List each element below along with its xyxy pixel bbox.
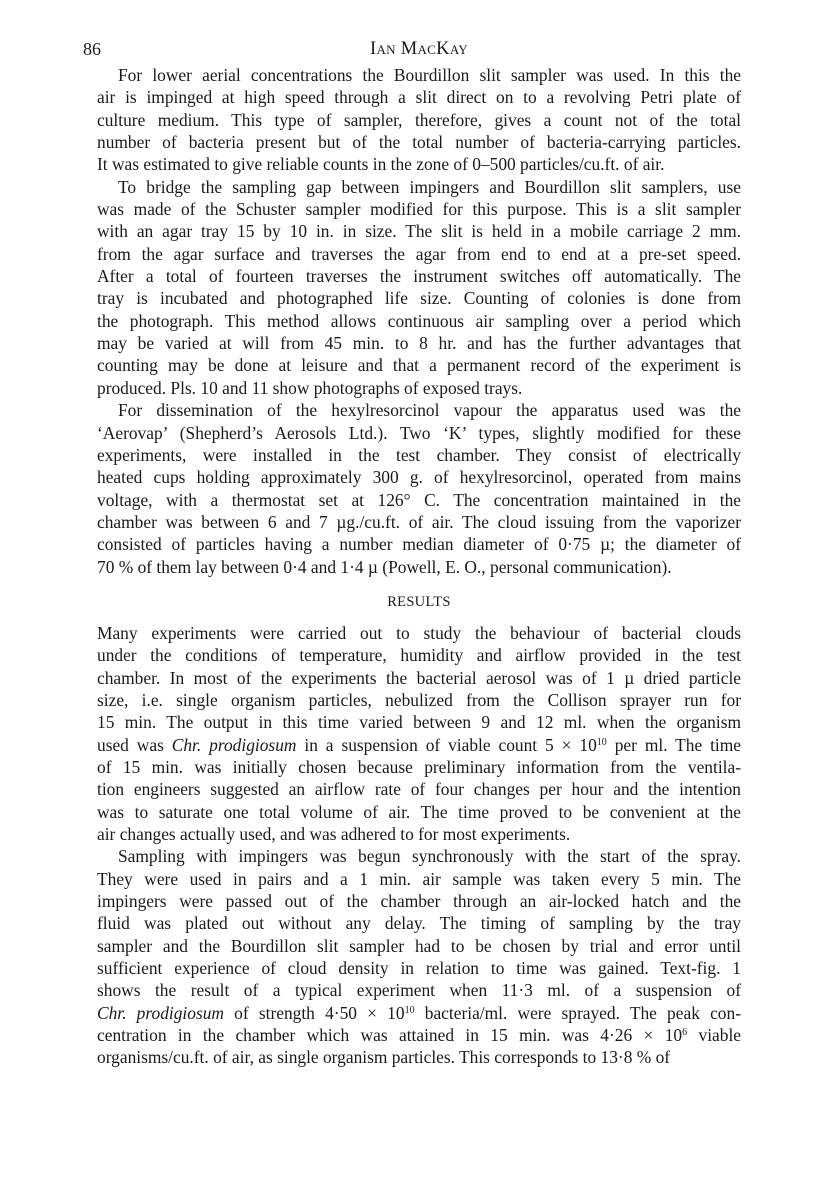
exponent: 6 — [682, 1027, 688, 1039]
running-head-author: Ian MacKay — [369, 39, 468, 59]
text-line: counting may be done at leisure and that a permanent record of the experiment is — [97, 355, 741, 376]
text-line: consisted of particles having a number median diameter of 0·75 µ; the diameter of — [97, 534, 741, 555]
text-line: fluid was plated out without any delay. The timing of sampling by the tray — [97, 913, 741, 934]
text-run: bacteria/ml. were sprayed. The peak con- — [414, 1002, 741, 1023]
text-line: ‘Aerovap’ (Shepherd’s Aerosols Ltd.). Two ‘K’ types, slightly modified for these — [97, 422, 741, 443]
text-run: per ml. The time — [606, 734, 742, 755]
paragraph — [97, 622, 741, 845]
text-line: under the conditions of temperature, humidity and airflow provided in the test — [97, 645, 741, 666]
text-run: viable — [687, 1025, 741, 1046]
paragraph — [97, 176, 741, 399]
text-line: culture medium. This type of sampler, therefore, gives a count not of the total — [97, 109, 741, 130]
species-name: Chr. prodigiosum — [97, 1002, 224, 1023]
text-line: tion engineers suggested an airflow rate of four changes per hour and the intention — [97, 779, 741, 800]
text-run: used was — [97, 734, 172, 755]
text-line: Sampling with impingers was begun synchronously with the start of the spray. — [118, 846, 741, 867]
text-line: experiments, were installed in the test chamber. They consist of electrically — [97, 444, 741, 465]
text-line: the photograph. This method allows continuous air sampling over a period which — [97, 310, 741, 331]
paragraph — [97, 399, 741, 578]
species-name: Chr. prodigiosum — [171, 734, 297, 755]
text-line — [97, 1024, 741, 1046]
text-line: with an agar tray 15 by 10 in. in size. The slit is held in a mobile carriage 2 mm. — [97, 221, 741, 242]
text-line: It was estimated to give reliable counts in the zone of 0–500 particles/cu.ft. of air. — [97, 154, 665, 175]
running-head — [83, 38, 741, 64]
text-line: was to saturate one total volume of air. The time proved to be convenient at the — [97, 801, 741, 822]
text-line: shows the result of a typical experiment when 11·3 ml. of a suspension of — [97, 980, 741, 1001]
text-line: 15 min. The output in this time varied between 9 and 12 ml. when the organism — [97, 712, 741, 733]
journal-page — [83, 38, 742, 1069]
text-line — [97, 1002, 741, 1024]
text-line: sampler and the Bourdillon slit sampler had to be chosen by trial and error until — [97, 935, 741, 956]
text-line: heated cups holding approximately 300 g. of hexylresorcinol, operated from mains — [97, 467, 741, 488]
text-line: For dissemination of the hexylresorcinol vapour the apparatus used was the — [118, 400, 741, 421]
text-line: chamber was between 6 and 7 µg./cu.ft. of air. The cloud issuing from the vaporizer — [97, 511, 741, 532]
results-text — [97, 622, 741, 1069]
text-line: may be varied at will from 45 min. to 8 hr. and has the further advantages that — [97, 333, 741, 354]
exponent: 10 — [404, 1004, 415, 1016]
text-line: impingers were passed out of the chamber through an air-locked hatch and the — [97, 891, 741, 912]
paragraph — [97, 845, 741, 1068]
text-line: tray is incubated and photographed life size. Counting of colonies is done from — [97, 288, 741, 309]
text-line: They were used in pairs and a 1 min. air sample was taken every 5 min. The — [97, 868, 741, 889]
text-line: air is impinged at high speed through a slit direct on to a revolving Petri plate of — [97, 87, 741, 108]
text-line: organisms/cu.ft. of air, as single organism particles. This corresponds to 13·8 % of — [97, 1047, 671, 1068]
text-line: number of bacteria present but of the total number of bacteria-carrying particles. — [97, 132, 741, 153]
text-line — [97, 734, 741, 756]
text-line: size, i.e. single organism particles, nebulized from the Collison sprayer run for — [97, 689, 741, 710]
text-line: air changes actually used, and was adhered to for most experiments. — [97, 824, 571, 844]
text-line: Many experiments were carried out to study the behaviour of bacterial clouds — [97, 622, 741, 643]
text-line: sufficient experience of cloud density in relation to time was gained. Text-fig. 1 — [97, 958, 741, 979]
text-line: voltage, with a thermostat set at 126° C. The concentration maintained in the — [97, 489, 741, 510]
paragraph — [97, 64, 741, 176]
text-run: centration in the chamber which was attained in 15 min. was 4·26 × 10 — [97, 1025, 683, 1046]
text-run: in a suspension of viable count 5 × 10 — [296, 734, 597, 755]
exponent: 10 — [596, 736, 607, 748]
text-line: After a total of fourteen traverses the instrument switches off automatically. The — [97, 266, 741, 287]
text-line: was made of the Schuster sampler modified for this purpose. This is a slit sampler — [97, 199, 741, 220]
text-run: of strength 4·50 × 10 — [223, 1002, 405, 1023]
text-line: 70 % of them lay between 0·4 and 1·4 µ (Powell, E. O., personal communication). — [97, 556, 672, 577]
methods-text — [97, 64, 741, 578]
text-line: produced. Pls. 10 and 11 show photographs of exposed trays. — [97, 377, 523, 398]
text-line: To bridge the sampling gap between impingers and Bourdillon slit samplers, use — [118, 176, 741, 197]
text-line: from the agar surface and traverses the agar from end to end at a pre-set speed. — [97, 243, 741, 264]
text-line: For lower aerial concentrations the Bourdillon slit sampler was used. In this the — [118, 65, 741, 85]
text-line: chamber. In most of the experiments the bacterial aerosol was of 1 µ dried particle — [97, 667, 741, 688]
page-number: 86 — [83, 39, 101, 59]
text-line: of 15 min. was initially chosen because preliminary information from the ventila- — [97, 756, 741, 777]
section-heading-results: RESULTS — [387, 593, 451, 610]
